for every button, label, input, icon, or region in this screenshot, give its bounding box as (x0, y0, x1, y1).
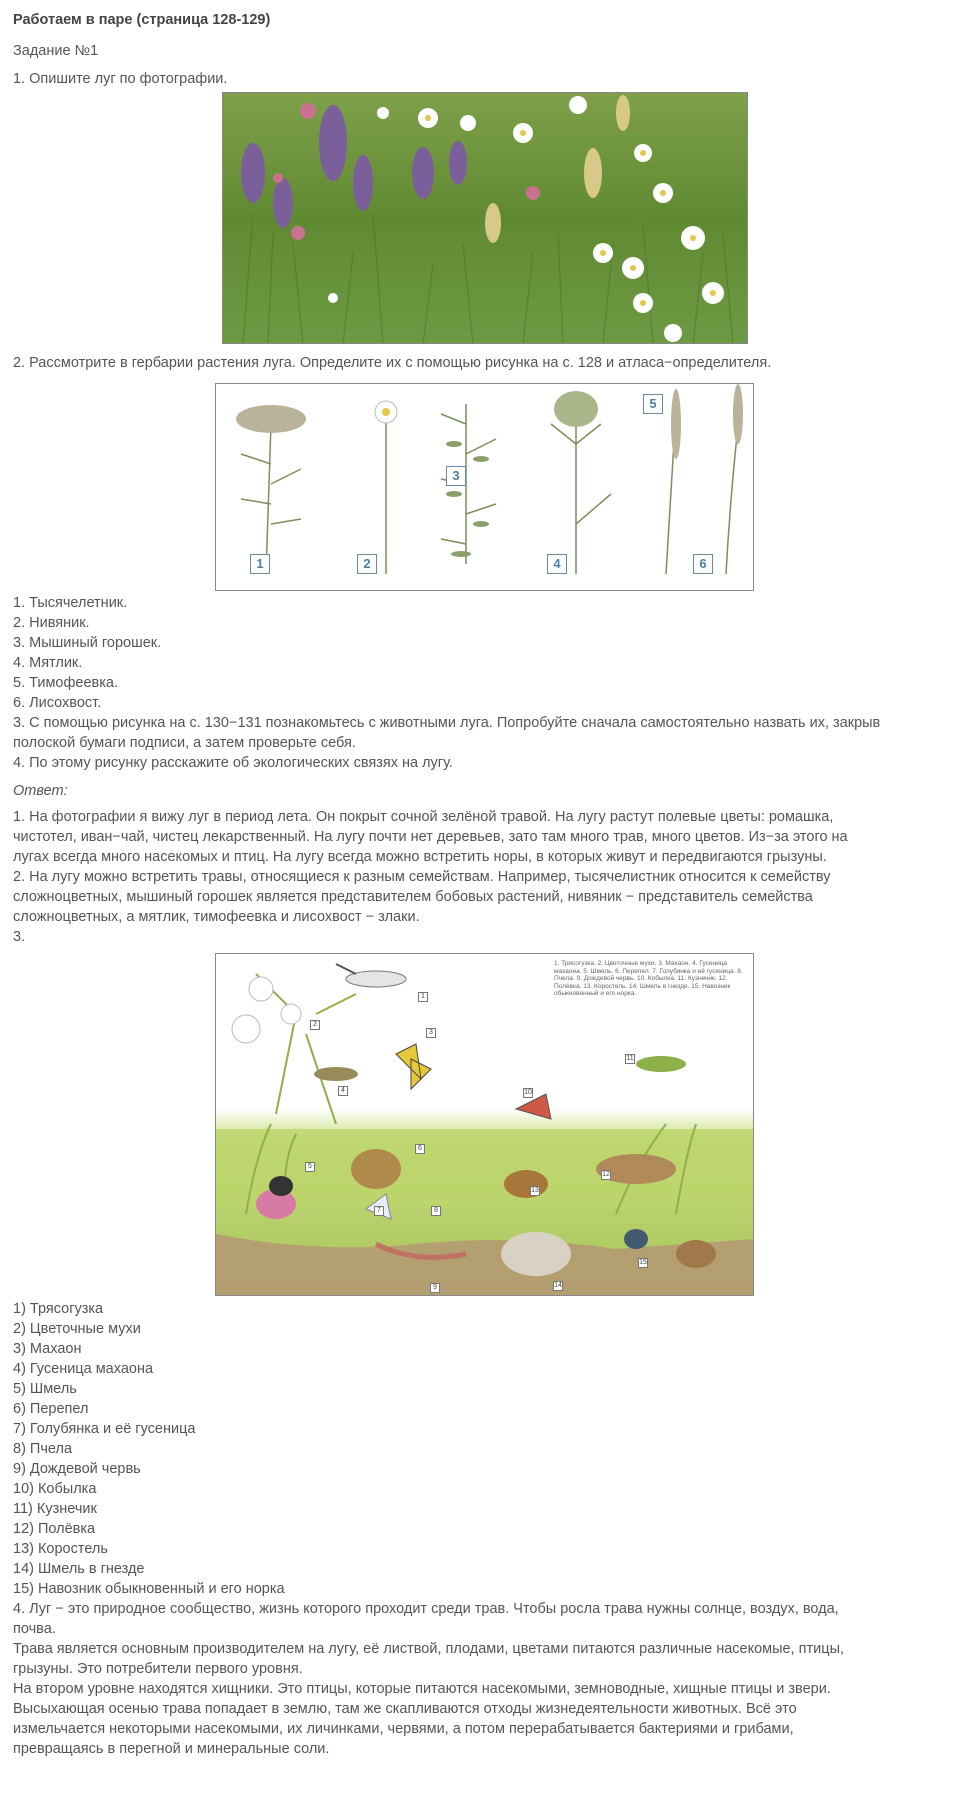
figure-number: 7 (374, 1206, 384, 1216)
answer-line: Трава является основным производителем на лугу, её листвой, плодами, цветами питаются различные насекомые, птицы, (13, 1641, 845, 1657)
figure-number: 3 (426, 1028, 436, 1038)
final-answer (13, 1599, 956, 1759)
animals-figure (215, 953, 754, 1296)
answer-line: сложноцветных, а мятлик, тимофеевка и лисохвост − злаки. (13, 909, 420, 925)
figure-number: 11 (626, 1055, 634, 1062)
animals-image (216, 954, 754, 1296)
figure-number: 14 (554, 1282, 562, 1289)
list-item: 2) Цветочные мухи (13, 1321, 141, 1337)
figure-number: 2 (310, 1020, 320, 1030)
answer-line: грызуны. Это потребители первого уровня. (13, 1661, 303, 1677)
answer-label: Ответ: (13, 783, 68, 799)
list-item: 11) Кузнечик (13, 1501, 97, 1517)
answer-line: 1. На фотографии я вижу луг в период лета. Он покрыт сочной зелёной травой. На лугу растут полевые цветы: ромашка, (13, 809, 834, 825)
list-item: 8) Пчела (13, 1441, 73, 1457)
figure-number: 12 (602, 1171, 610, 1178)
list-item: 5) Шмель (13, 1381, 77, 1397)
question-1: 1. Опишите луг по фотографии. (13, 71, 228, 87)
answer-text (13, 807, 956, 947)
list-item: 5. Тимофеевка. (13, 675, 118, 691)
list-item: 6) Перепел (13, 1401, 89, 1417)
herbarium-figure-wrap (13, 373, 956, 591)
answer-line: измельчается некоторыми насекомыми, их личинками, червями, а потом перерабатывается бактериями и грибами, (13, 1721, 794, 1737)
list-item: 13) Коростель (13, 1541, 108, 1557)
list-item: 6. Лисохвост. (13, 695, 102, 711)
herbarium-image (216, 384, 754, 591)
figure-number: 8 (431, 1206, 441, 1216)
herbarium-number-5: 5 (643, 394, 663, 414)
answer-line: чистотел, иван−чай, чистец лекарственный. На лугу почти нет деревьев, зато там много трав, много цветов. Из−за этого на (13, 829, 848, 845)
task-label: Задание №1 (13, 43, 99, 59)
question-2: 2. Рассмотрите в гербарии растения луга. Определите их с помощью рисунка на с. 128 и атласа−определителя. (13, 355, 772, 371)
herbarium-number-1: 1 (250, 554, 270, 574)
answer-line: 2. На лугу можно встретить травы, относящиеся к разным семействам. Например, тысячелистник относится к семейству (13, 869, 831, 885)
page-title: Работаем в паре (страница 128-129) (13, 12, 271, 28)
answer-line: Высыхающая осенью трава попадает в землю, там же скапливаются отходы жизнедеятельности животных. Всё это (13, 1701, 797, 1717)
list-item: 10) Кобылка (13, 1481, 97, 1497)
herbarium-figure (215, 383, 754, 591)
meadow-photo-image (223, 93, 748, 344)
herbarium-number-4: 4 (547, 554, 567, 574)
figure-number: 1 (418, 992, 428, 1002)
figure-number: 10 (524, 1089, 532, 1096)
list-item: 4. Мятлик. (13, 655, 83, 671)
article (13, 10, 956, 1759)
question-3-line-1: 3. С помощью рисунка на с. 130−131 познакомьтесь с животными луга. Попробуйте сначала самостоятельно назвать их, закрыв полоской бумаги подписи, а затем проверьте себя. (13, 715, 881, 751)
answer-line: 4. Луг − это природное сообщество, жизнь которого проходит среди трав. Чтобы росла трава нужны солнце, воздух, вода, (13, 1601, 839, 1617)
question-4: 4. По этому рисунку расскажите об экологических связях на лугу. (13, 755, 453, 771)
list-item: 9) Дождевой червь (13, 1461, 141, 1477)
answer-line: лугах всегда много насекомых и птиц. На лугу всегда можно встретить норы, в которых живут и передвигаются грызуны. (13, 849, 827, 865)
list-item: 2. Нивяник. (13, 615, 90, 631)
animal-list (13, 1299, 956, 1599)
figure-number: 6 (415, 1144, 425, 1154)
figure-number: 4 (338, 1086, 348, 1096)
animals-legend: 1. Трясогузка. 2. Цветочные мухи. 3. Махаон. 4. Гусеница махаона. 5. Шмель. 6. Перепел. 7. Голубянка и её гусеница. 8. Пчела. 9. Дождевой червь. 10. Кобылка. 11. Кузнечик. 12. Полёвка. 13. Коростель. 14. Шмель в гнезде. 15. Навозник обыкновенный и его норка. (554, 960, 743, 997)
animals-figure-wrap (13, 947, 956, 1296)
answer-line: 3. (13, 929, 26, 945)
list-item: 15) Навозник обыкновенный и его норка (13, 1581, 285, 1597)
figure-number: 15 (639, 1259, 647, 1266)
answer-line: превращаясь в перегной и минеральные соли. (13, 1741, 330, 1757)
meadow-photo (222, 92, 748, 344)
list-item: 4) Гусеница махаона (13, 1361, 154, 1377)
figure-number: 5 (305, 1162, 315, 1172)
figure-number: 13 (531, 1187, 539, 1194)
herbarium-number-3: 3 (446, 466, 466, 486)
herbarium-number-2: 2 (357, 554, 377, 574)
answer-line: сложноцветных, мышиный горошек является представителем бобовых растений, нивяник − представитель семейства (13, 889, 813, 905)
list-item: 3. Мышиный горошек. (13, 635, 162, 651)
plant-list (13, 593, 956, 713)
list-item: 12) Полёвка (13, 1521, 96, 1537)
answer-line: почва. (13, 1621, 56, 1637)
list-item: 3) Махаон (13, 1341, 82, 1357)
herbarium-number-6: 6 (693, 554, 713, 574)
figure-number: 9 (430, 1283, 440, 1293)
meadow-photo-wrap (13, 89, 956, 344)
list-item: 14) Шмель в гнезде (13, 1561, 145, 1577)
list-item: 1) Трясогузка (13, 1301, 104, 1317)
list-item: 7) Голубянка и её гусеница (13, 1421, 196, 1437)
list-item: 1. Тысячелетник. (13, 595, 128, 611)
answer-line: На втором уровне находятся хищники. Это птицы, которые питаются насекомыми, земноводные, хищные птицы и звери. (13, 1681, 831, 1697)
